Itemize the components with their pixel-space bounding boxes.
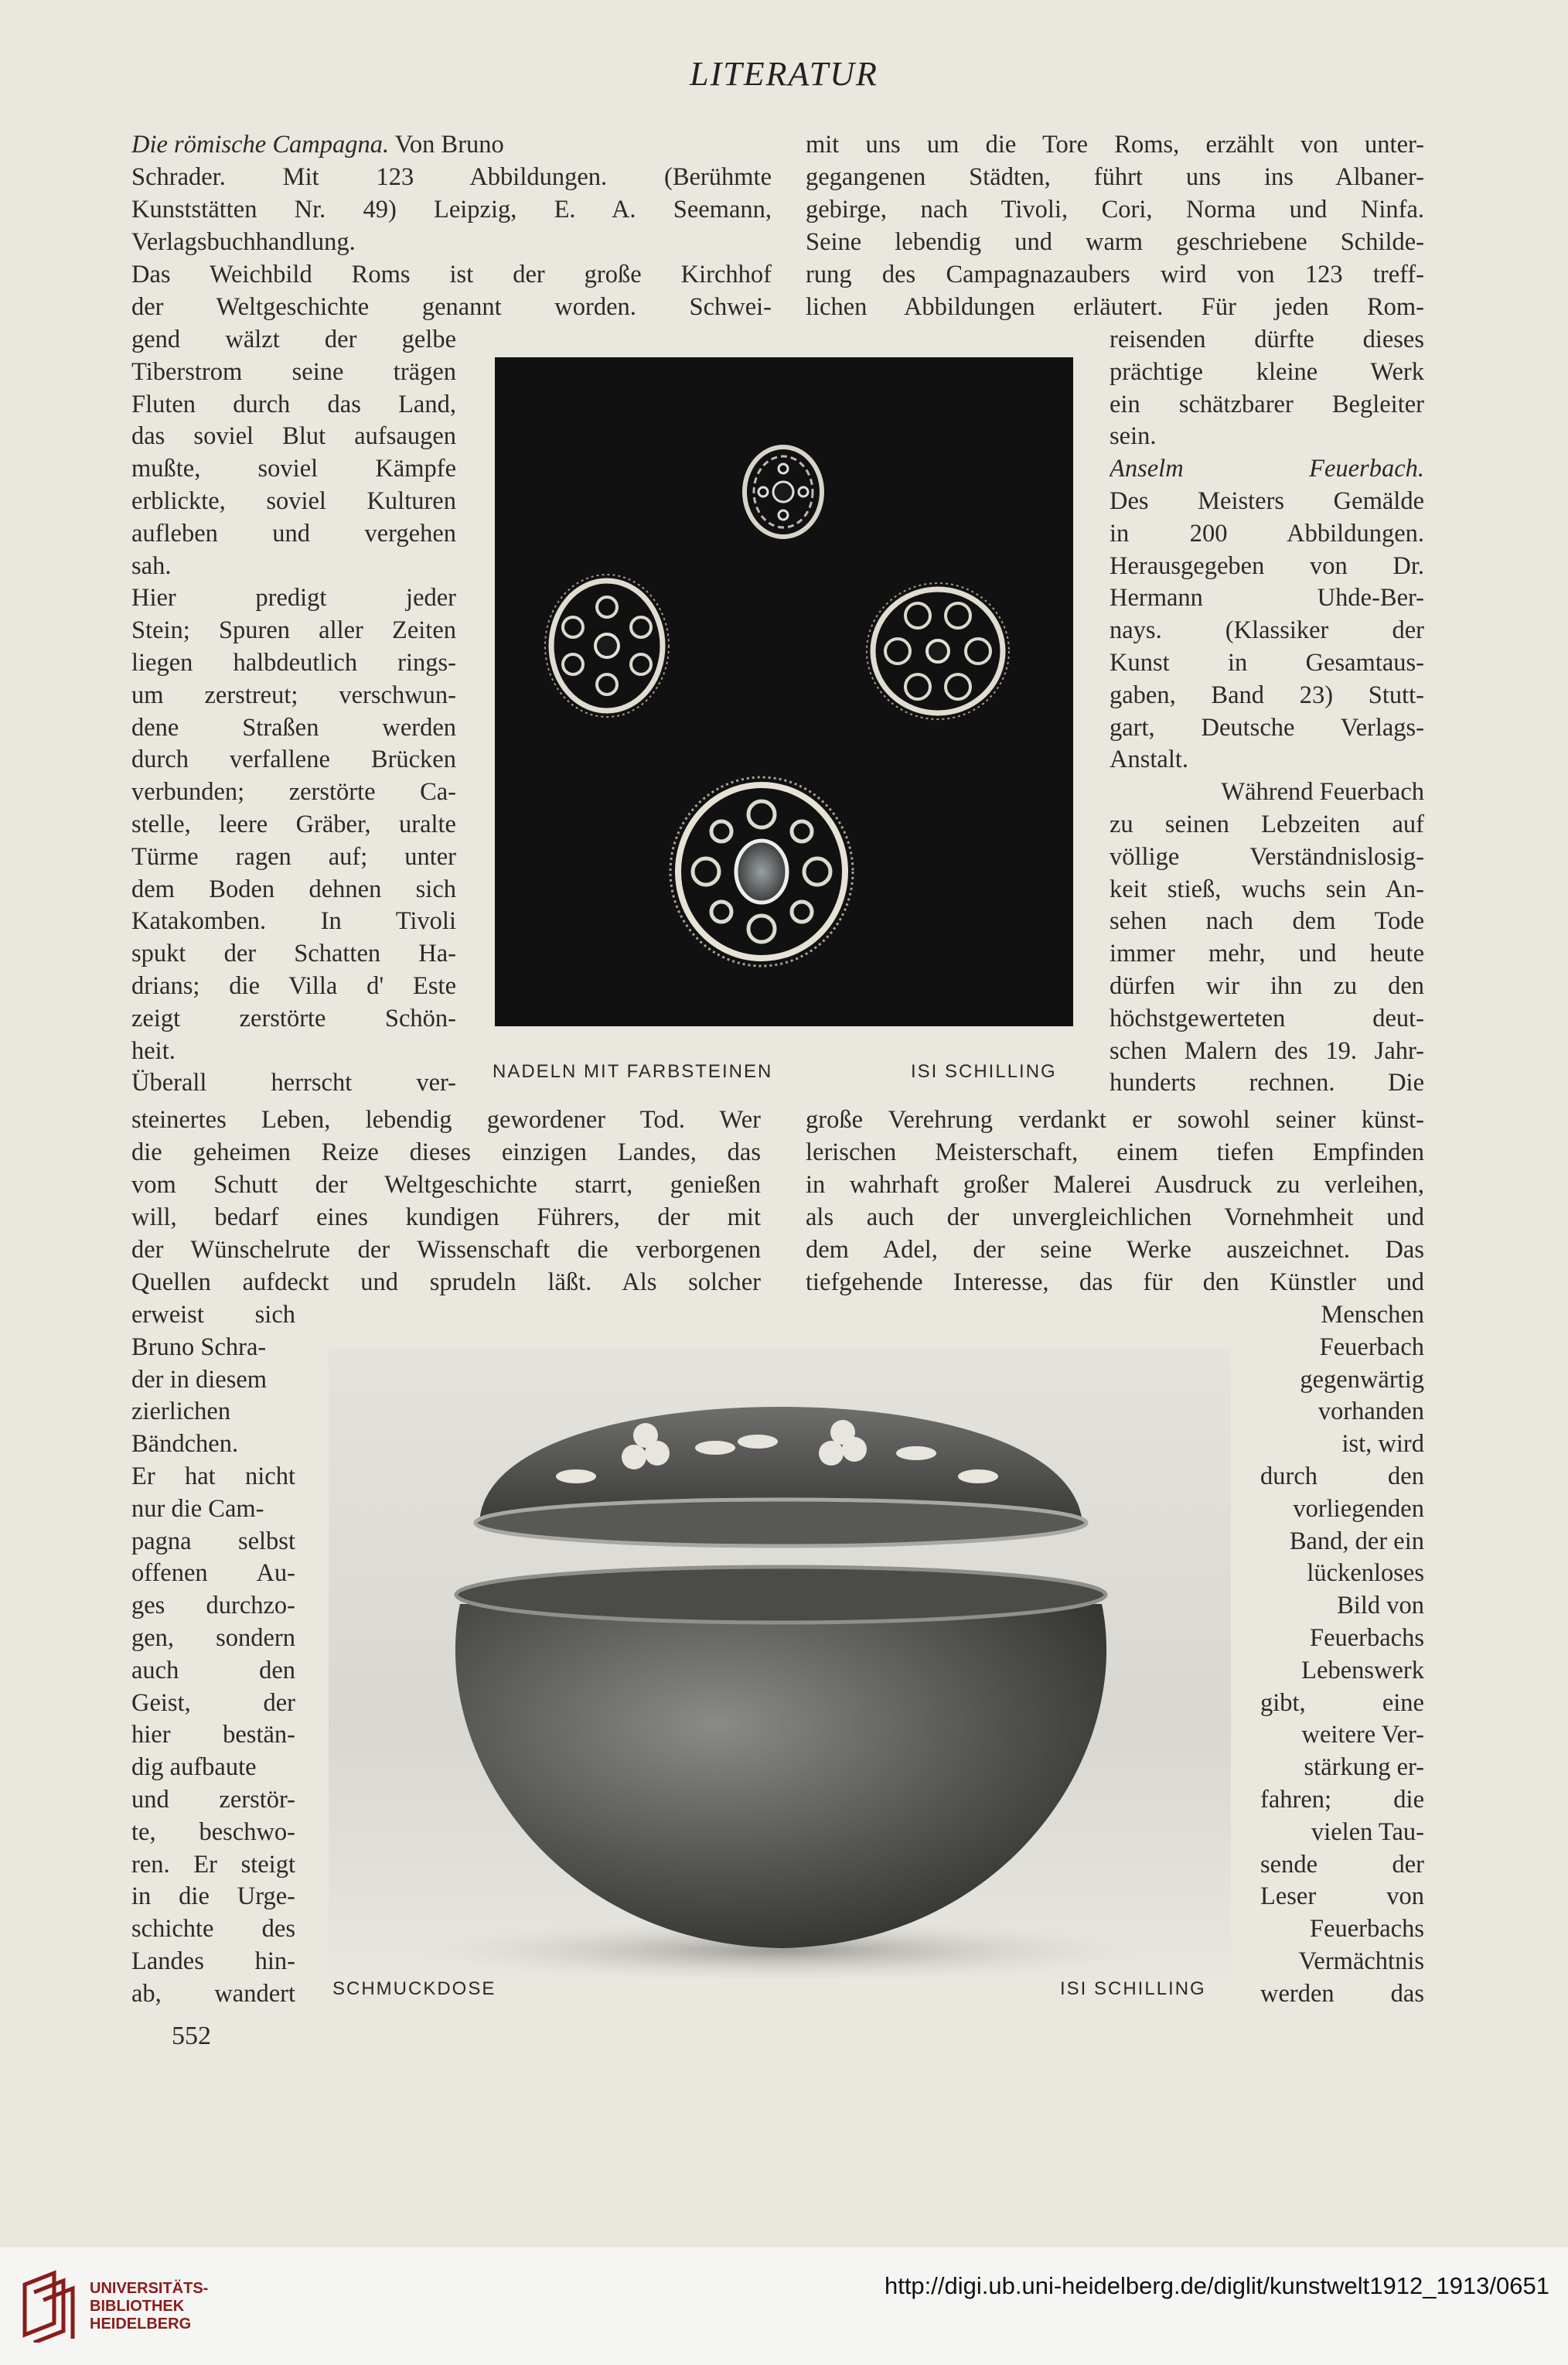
text-line: höchstgewerteten deut-	[1110, 1004, 1424, 1032]
text-line: ein schätzbarer Begleiter	[1110, 390, 1424, 418]
text-line: lückenloses	[1307, 1559, 1424, 1588]
box-rim	[456, 1567, 1106, 1623]
library-name-line: UNIVERSITÄTS-	[90, 2280, 209, 2297]
running-head: LITERATUR	[690, 55, 878, 93]
brooch-small-oval	[745, 447, 822, 537]
text-line: ren. Er steigt	[131, 1850, 295, 1879]
text-line: Überall herrscht ver-	[131, 1069, 456, 1097]
library-logo-icon	[17, 2269, 80, 2343]
text-line: will, bedarf eines kundigen Führers, der mit	[131, 1203, 761, 1231]
text-line: Stein; Spuren aller Zeiten	[131, 616, 456, 645]
text-line: heit.	[131, 1036, 176, 1065]
text-line: und zerstör-	[131, 1786, 295, 1814]
text-line: Hermann Uhde-Ber-	[1110, 584, 1424, 613]
text-line: in wahrhaft großer Malerei Ausdruck zu verleihen,	[806, 1171, 1424, 1199]
text-line: durch den	[1260, 1462, 1424, 1490]
text-line: mußte, soviel Kämpfe	[131, 455, 456, 483]
figure-jewelry-box-photo	[329, 1349, 1231, 1978]
digitization-footer	[0, 2247, 1568, 2365]
text-line: ges durchzo-	[131, 1592, 295, 1620]
text-line: vom Schutt der Weltgeschichte starrt, genießen	[131, 1171, 761, 1199]
text-line: lerischen Meisterschaft, einem tiefen Empfinden	[806, 1138, 1424, 1166]
text-line: weitere Ver-	[1301, 1721, 1424, 1749]
text-line: Die römische Campagna. Von Bruno	[131, 131, 504, 159]
figure2-caption-title: SCHMUCKDOSE	[332, 1978, 496, 1999]
text-line: Schrader. Mit 123 Abbildungen. (Berühmte	[131, 163, 772, 191]
text-line: in 200 Abbildungen.	[1110, 519, 1424, 548]
text-line: das soviel Blut aufsaugen	[131, 422, 456, 451]
text-line: offenen Au-	[131, 1559, 295, 1588]
text-line: Des Meisters Gemälde	[1110, 487, 1424, 515]
text-line: te, beschwo-	[131, 1817, 295, 1846]
text-line: durch verfallene Brücken	[131, 746, 456, 774]
text-line: mit uns um die Tore Roms, erzählt von unter-	[806, 131, 1424, 159]
text-line: zeigt zerstörte Schön-	[131, 1004, 456, 1032]
text-line: pagna selbst	[131, 1527, 295, 1555]
text-line: sah.	[131, 551, 172, 580]
text-line: Seine lebendig und warm geschriebene Schilde-	[806, 228, 1424, 256]
text-line: gaben, Band 23) Stutt-	[1110, 681, 1424, 709]
text-line: werden das	[1260, 1979, 1424, 2008]
text-line: dem Boden dehnen sich	[131, 875, 456, 903]
text-line: Bändchen.	[131, 1430, 239, 1459]
text-line: stelle, leere Gräber, uralte	[131, 811, 456, 838]
text-line: vorhanden	[1317, 1398, 1424, 1426]
text-line: der Weltgeschichte genannt worden. Schwei-	[131, 293, 772, 321]
text-line: dig aufbaute	[131, 1753, 257, 1782]
text-line: Das Weichbild Roms ist der große Kirchhof	[131, 261, 772, 288]
figure1-caption-artist: ISI SCHILLING	[911, 1061, 1057, 1082]
text-line: Fluten durch das Land,	[131, 390, 456, 418]
text-line: Quellen aufdeckt und sprudeln läßt. Als solcher	[131, 1268, 761, 1296]
library-name	[90, 2280, 208, 2333]
text-line: Bruno Schra-	[131, 1333, 267, 1361]
text-line: drians; die Villa d' Este	[131, 972, 456, 1000]
text-line: Er hat nicht	[131, 1462, 295, 1490]
figure1-caption-title: NADELN MIT FARBSTEINEN	[493, 1061, 773, 1082]
text-line: reisenden dürfte dieses	[1110, 326, 1424, 353]
text-line: immer mehr, und heute	[1110, 940, 1424, 968]
text-line: dene Straßen werden	[131, 713, 456, 742]
text-line: zu seinen Lebzeiten auf	[1110, 811, 1424, 838]
text-line: erweist sich	[131, 1301, 295, 1329]
text-line: steinertes Leben, lebendig gewordener Tod. Wer	[131, 1106, 761, 1134]
text-line: Tiberstrom seine trägen	[131, 357, 456, 386]
text-line: Kunst in Gesamtaus-	[1110, 649, 1424, 677]
text-line: der Wünschelrute der Wissenschaft die verborgenen	[131, 1236, 761, 1264]
text-line: Vermächtnis	[1298, 1947, 1424, 1975]
text-line: auch den	[131, 1656, 295, 1684]
text-line: große Verehrung verdankt er sowohl seiner künst-	[806, 1106, 1424, 1134]
text-line: Geist, der	[131, 1688, 295, 1717]
text-line: Türme ragen auf; unter	[131, 842, 456, 871]
box-lid-edge	[476, 1500, 1086, 1546]
text-line: Band, der ein	[1289, 1527, 1424, 1555]
text-line: Menschen	[1321, 1301, 1424, 1329]
text-line: nur die Cam-	[131, 1494, 264, 1523]
text-line: hunderts rechnen. Die	[1110, 1069, 1424, 1097]
text-line: Feuerbachs	[1310, 1915, 1424, 1944]
text-line: gegenwärtig	[1300, 1365, 1424, 1394]
text-line: Feuerbachs	[1310, 1624, 1424, 1652]
text-line: rung des Campagnazaubers wird von 123 treff-	[806, 261, 1424, 288]
text-line: nays. (Klassiker der	[1110, 616, 1424, 645]
text-line: ist, wird	[1341, 1430, 1424, 1459]
text-line: Anstalt.	[1110, 746, 1189, 774]
figure2-caption-artist: ISI SCHILLING	[1060, 1978, 1206, 1999]
text-line: schichte des	[131, 1915, 295, 1944]
brooches-illustration	[495, 357, 1073, 1026]
text-line: Verlagsbuchhandlung.	[131, 228, 356, 256]
text-line: vielen Tau-	[1311, 1817, 1424, 1846]
text-line: Lebenswerk	[1301, 1656, 1424, 1684]
text-line: tiefgehende Interesse, das für den Künstler und	[806, 1268, 1424, 1296]
text-line: gend wälzt der gelbe	[131, 326, 456, 353]
text-line: gegangenen Städten, führt uns ins Albaner-	[806, 163, 1424, 191]
text-line: fahren; die	[1260, 1786, 1424, 1814]
text-line: gibt, eine	[1260, 1688, 1424, 1717]
text-line: hier bestän-	[131, 1721, 295, 1749]
text-line: zierlichen	[131, 1398, 231, 1426]
brooch-left	[545, 575, 669, 717]
text-line: Hier predigt jeder	[131, 584, 456, 613]
text-line: in die Urge-	[131, 1882, 295, 1911]
text-line: die geheimen Reize dieses einzigen Landes, das	[131, 1138, 761, 1166]
text-line: Anselm Feuerbach.	[1110, 455, 1424, 483]
text-line: Herausgegeben von Dr.	[1110, 551, 1424, 580]
library-name-line: BIBLIOTHEK	[90, 2298, 185, 2315]
text-line: schen Malern des 19. Jahr-	[1110, 1036, 1424, 1065]
text-line: prächtige kleine Werk	[1110, 357, 1424, 386]
text-line: sein.	[1110, 422, 1157, 451]
text-line: ab, wandert	[131, 1979, 295, 2008]
text-line: um zerstreut; verschwun-	[131, 681, 456, 709]
text-line: Kunststätten Nr. 49) Leipzig, E. A. Seemann,	[131, 196, 772, 224]
text-line: sehen nach dem Tode	[1110, 907, 1424, 936]
text-line: Leser von	[1260, 1882, 1424, 1911]
text-line: vorliegenden	[1293, 1494, 1424, 1523]
text-line: gen, sondern	[131, 1624, 295, 1652]
page-number: 552	[172, 2022, 211, 2050]
text-line: gart, Deutsche Verlags-	[1110, 713, 1424, 742]
brooch-right	[867, 583, 1009, 719]
text-line: der in diesem	[131, 1365, 268, 1394]
text-line: gebirge, nach Tivoli, Cori, Norma und Ninfa.	[806, 196, 1424, 224]
text-line: liegen halbdeutlich rings-	[131, 649, 456, 677]
text-line: lichen Abbildungen erläutert. Für jeden Rom-	[806, 293, 1424, 321]
brooch-large-with-stone	[670, 777, 853, 966]
text-line: spukt der Schatten Ha-	[131, 940, 456, 968]
text-line: sende der	[1260, 1850, 1424, 1879]
text-line: aufleben und vergehen	[131, 519, 456, 548]
text-line: Landes hin-	[131, 1947, 295, 1975]
text-line: Bild von	[1337, 1592, 1424, 1620]
text-line: Katakomben. In Tivoli	[131, 907, 456, 936]
text-line: als auch der unvergleichlichen Vornehmheit und	[806, 1203, 1424, 1231]
text-line: Feuerbach	[1319, 1333, 1424, 1361]
text-line: erblickte, soviel Kulturen	[131, 487, 456, 515]
text-line: dürfen wir ihn zu den	[1110, 972, 1424, 1000]
library-name-line: HEIDELBERG	[90, 2316, 192, 2333]
figure-brooches-plate	[495, 357, 1073, 1026]
box-bowl	[455, 1604, 1106, 1948]
text-line: völlige Verständnislosig-	[1110, 842, 1424, 871]
text-line: Während Feuerbach	[1221, 778, 1424, 807]
permalink-url[interactable]: http://digi.ub.uni-heidelberg.de/diglit/kunstwelt1912_1913/0651	[884, 2272, 1549, 2299]
text-line: stärkung er-	[1304, 1753, 1424, 1782]
text-line: keit stieß, wuchs sein An-	[1110, 875, 1424, 903]
jewelry-box-illustration	[329, 1349, 1231, 1978]
text-line: verbunden; zerstörte Ca-	[131, 778, 456, 807]
text-line: dem Adel, der seine Werke auszeichnet. Das	[806, 1236, 1424, 1264]
